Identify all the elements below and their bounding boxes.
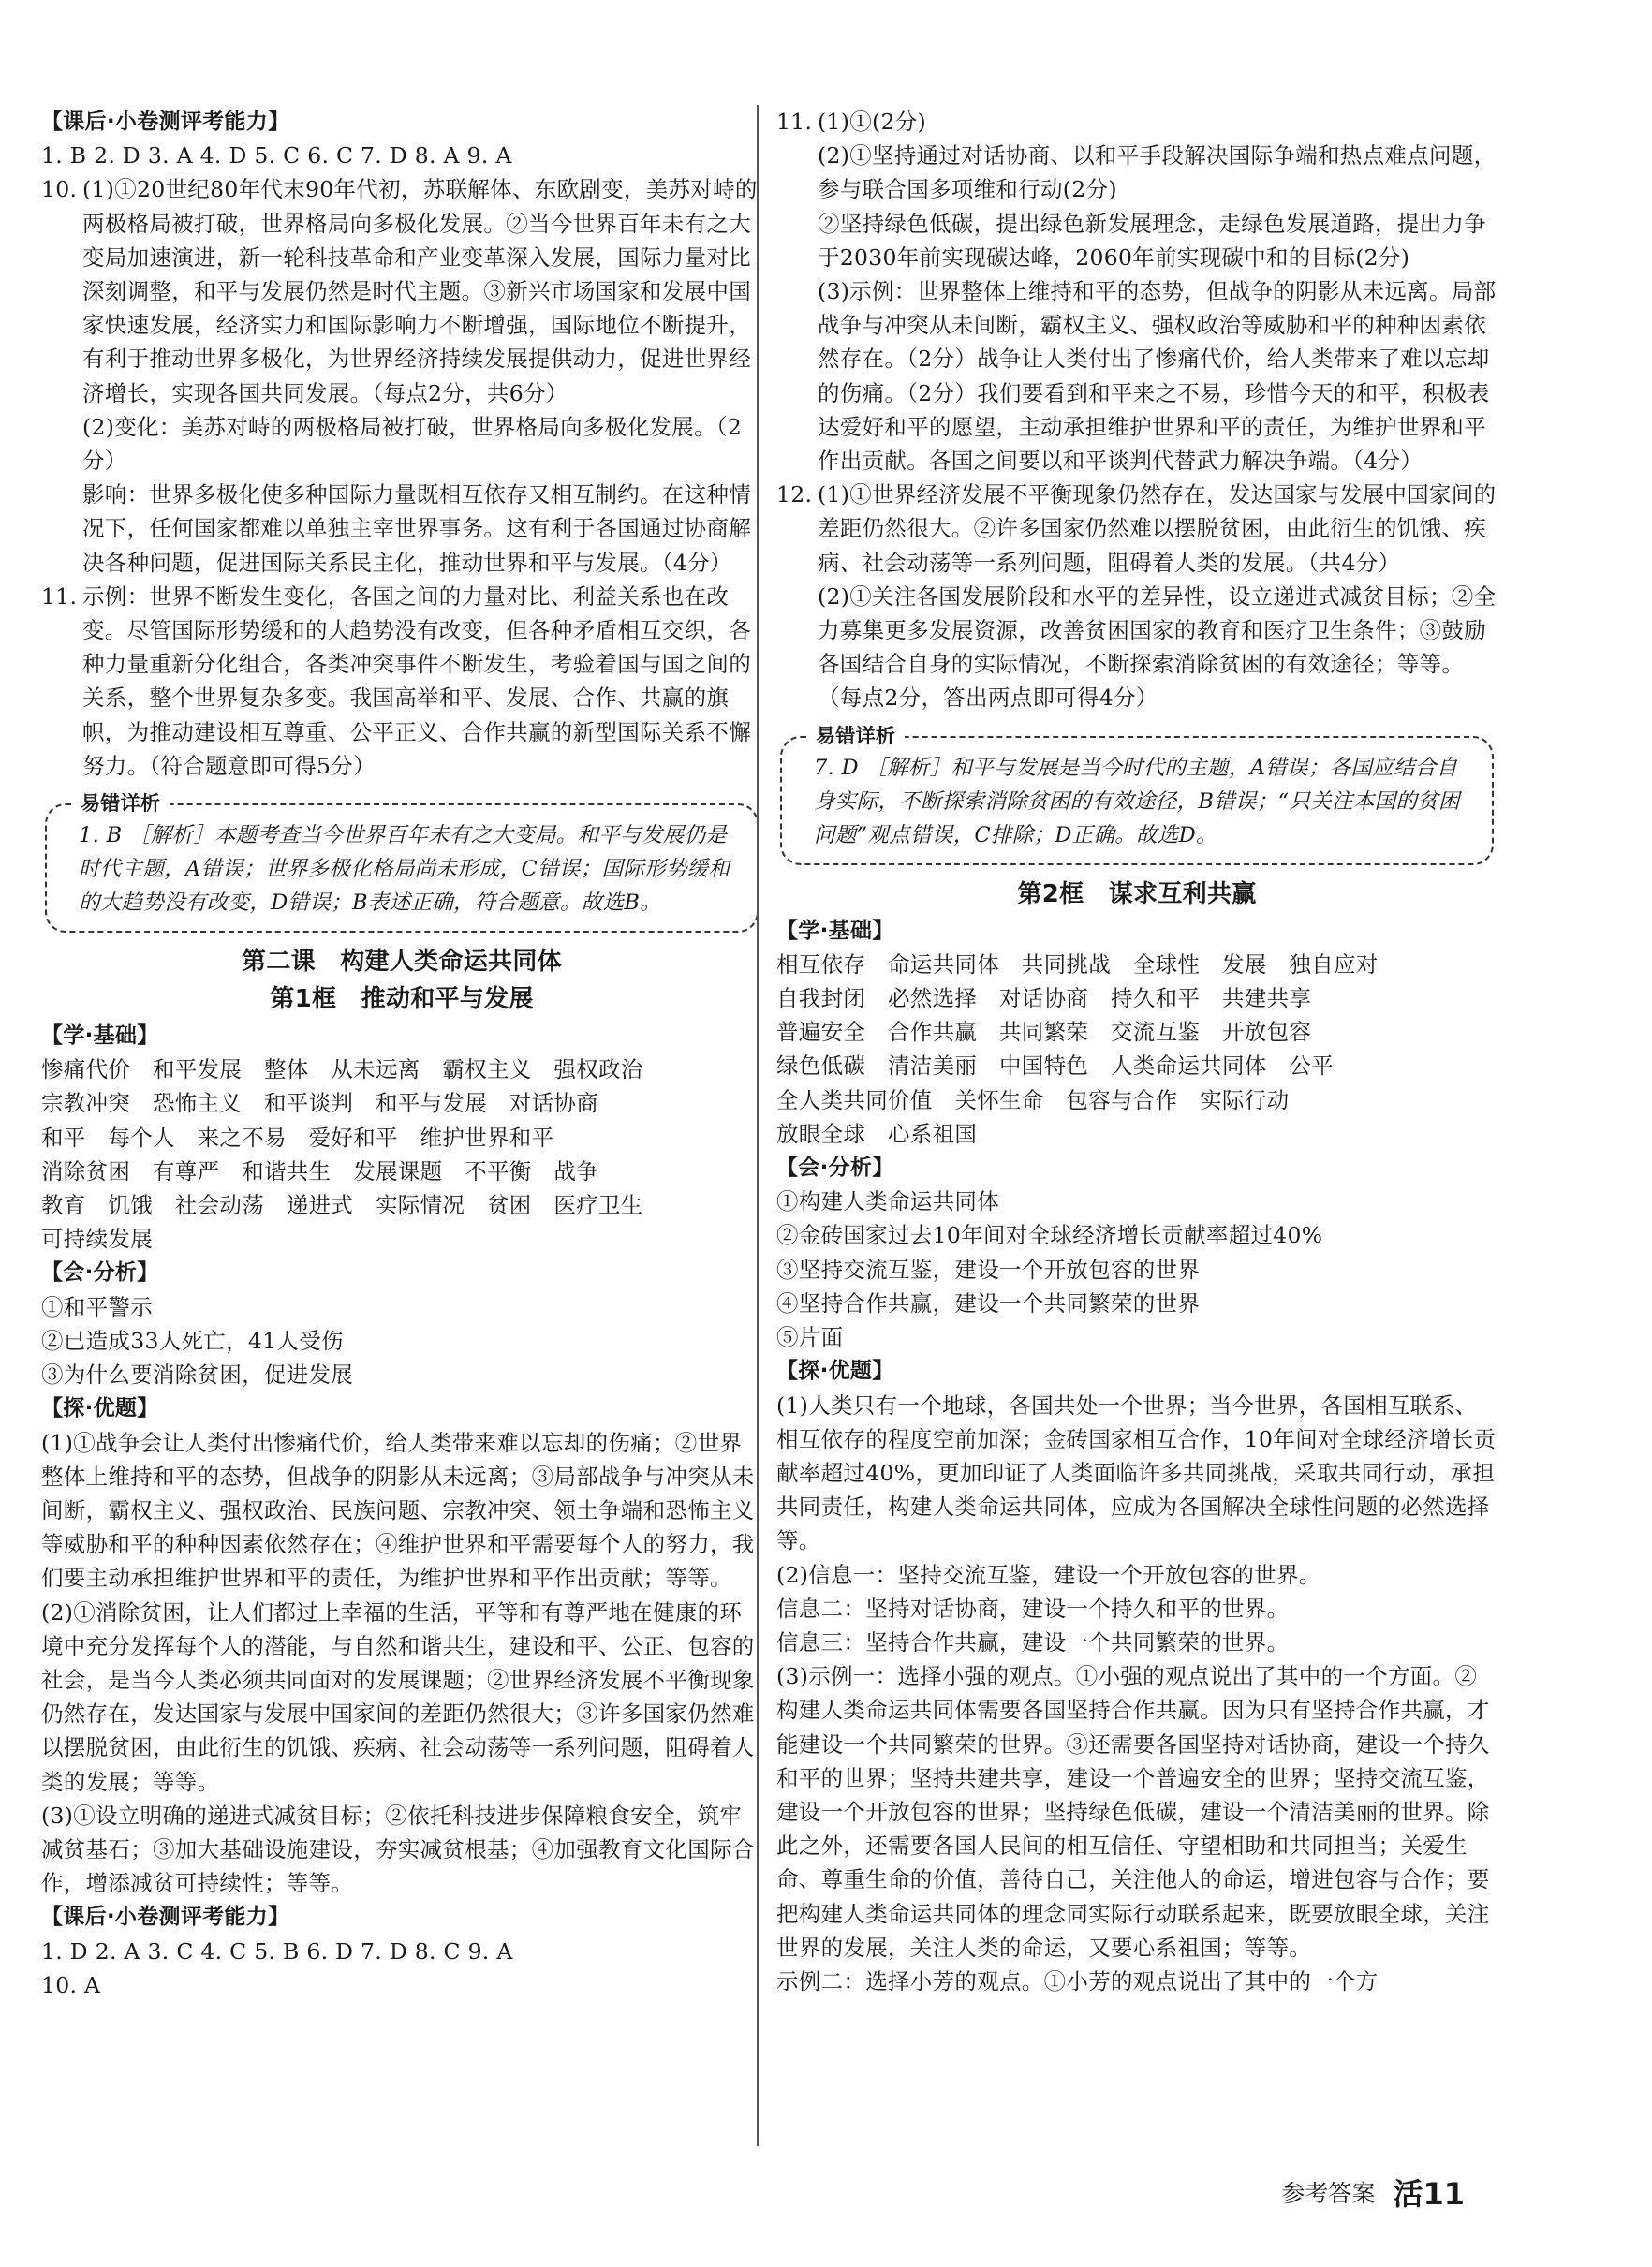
analyze-line: ②金砖国家过去10年间对全球经济增长贡献率超过40% <box>776 1222 1323 1249</box>
explore-paragraph: (2)①消除贫困，让人们都过上幸福的生活，平等和有尊严地在健康的环境中充分发挥每个人的潜能，与自然和谐共生，建设和平、公正、包容的社会，是当今人类必须共同面对的发展课题；②世界经济发展不平衡现象仍然存在，发达国家与发展中国家间的差距仍然很大；③许多国家仍然难以摆脱贫困，由此衍生的饥饿、疾病、社会动荡等一系列问题，阻碍着人类的发展；等等。 <box>41 1598 755 1795</box>
section-heading-explore: 【探·优题】 <box>41 1396 159 1421</box>
answer-paragraph: 示例：世界不断发生变化，各国之间的力量对比、利益关系也在改变。尽管国际形势缓和的大趋势没有改变，但各种矛盾相互交织，各种力量重新分化组合，各类冲突事件不断发生，考验着国与国之间的关系，整个世界复杂多变。我国高举和平、发展、合作、共赢的旗帜，为推动建设相互尊重、公平正义、合作共赢的新型国际关系不懈努力。（符合题意即可得5分） <box>82 582 751 779</box>
answer-paragraph: (1)①20世纪80年代末90年代初，苏联解体、东欧剧变，美苏对峙的两极格局被打破，世界格局向多极化发展。②当今世界百年未有之大变局加速演进，新一轮科技革命和产业变革深入发展，国际力量对比深刻调整，和平与发展仍然是时代主题。③新兴市场国家和发展中国家快速发展，经济实力和国际影响力不断增强，国际地位不断提升，有利于推动世界多极化，为世界经济持续发展提供动力，促进世界经济增长，实现各国共同发展。（每点2分，共6分） <box>82 176 758 406</box>
analyze-line: ④坚持合作共赢，建设一个共同繁荣的世界 <box>776 1289 1201 1317</box>
section-heading-explore: 【探·优题】 <box>776 1359 894 1384</box>
explore-paragraph: (3)示例一：选择小强的观点。①小强的观点说出了其中的一个方面。②构建人类命运共同体需要各国坚持合作共赢。因为只有坚持合作共赢，才能建设一个共同繁荣的世界。③还需要各国坚持对话协商，建设一个持久和平的世界；坚持共建共享，建设一个普遍安全的世界；坚持交流互鉴，建设一个开放包容的世界；坚持绿色低碳，建设一个清洁美丽的世界。除此之外，还需要各国人民间的相互信任、守望相助和共同担当；关爱生命、尊重生命的价值，善待自己，关注他人的命运，增进包容与合作；要把构建人类命运共同体的理念同实际行动联系起来，既要放眼全球，关注世界的发展，关注人类的命运，又要心系祖国；等等。 <box>776 1663 1490 1961</box>
answer-paragraph: (2)①坚持通过对话协商、以和平手段解决国际争端和热点难点问题，参与联合国多项维和行动(2分) <box>818 142 1497 203</box>
keyword-line: 教育 饥饿 社会动荡 递进式 实际情况 贫困 医疗卫生 <box>41 1192 643 1219</box>
frame-title: 第1框 推动和平与发展 <box>270 985 534 1014</box>
explore-paragraph: 信息二：坚持对话协商，建设一个持久和平的世界。 <box>776 1595 1290 1622</box>
answer-paragraph: (3)示例：世界整体上维持和平的态势，但战争的阴影从未远离。局部战争与冲突从未间断，霸权主义、强权政治等威胁和平的种种因素依然存在。（2分）战争让人类付出了惨痛代价，给人类带来了难以忘却的伤痛。（2分）我们要看到和平来之不易，珍惜今天的和平，积极表达爱好和平的愿望，主动承担维护世界和平的责任，为维护世界和平作出贡献。各国之间要以和平谈判代替武力解决争端。（4分） <box>818 278 1497 475</box>
answer-paragraph: (2)①关注各国发展阶段和水平的差异性，设立递进式减贫目标；②全力募集更多发展资源，改善贫困国家的教育和医疗卫生条件；③鼓励各国结合自身的实际情况，不断探索消除贫困的有效途径；等等。（每点2分，答出两点即可得4分） <box>818 582 1497 712</box>
keyword-line: 消除贫困 有尊严 和谐共生 发展课题 不平衡 战争 <box>41 1157 598 1185</box>
question-number: 11. <box>41 582 78 610</box>
keyword-line: 可持续发展 <box>41 1226 153 1253</box>
question-number: 11. <box>776 109 813 135</box>
explore-paragraph: (1)①战争会让人类付出惨痛代价，给人类带来难以忘却的伤痛；②世界整体上维持和平的态势，但战争的阴影从未远离；③局部战争与冲突从未间断，霸权主义、强权政治、民族问题、宗教冲突、领土争端和恐怖主义等威胁和平的种种因素依然存在；④维护世界和平需要每个人的努力，我们要主动承担维护世界和平的责任，为维护世界和平作出贡献；等等。 <box>41 1429 755 1592</box>
question-11-answer <box>776 105 1497 478</box>
explore-paragraph: 信息三：坚持合作共赢，建设一个共同繁荣的世界。 <box>776 1628 1290 1656</box>
page-footer <box>1281 2171 1465 2214</box>
column-divider <box>757 105 759 2146</box>
question-12-answer <box>776 478 1497 714</box>
error-analysis-text: 7. D ［解析］和平与发展是当今时代的主题，A错误；各国应结合自身实际，不断探索消除贫困的有效途径，B错误；“只关注本国的贫困问题”观点错误，C排除；D正确。故选D。 <box>814 755 1460 847</box>
analyze-line: ①构建人类命运共同体 <box>776 1188 999 1215</box>
question-number: 10. <box>41 176 78 203</box>
answer-paragraph: 影响：世界多极化使多种国际力量既相互依存又相互制约。在这种情况下，任何国家都难以单独主宰世界事务。这有利于各国通过协商解决各种问题，促进国际关系民主化，推动世界和平与发展。（4分） <box>82 481 751 576</box>
right-column <box>776 105 1497 1998</box>
answer-paragraph: ②坚持绿色低碳，提出绿色新发展理念，走绿色发展道路，提出力争于2030年前实现碳达峰，2060年前实现碳中和的目标(2分) <box>818 210 1486 271</box>
multiple-choice-answers: 1. D 2. A 3. C 4. C 5. B 6. D 7. D 8. C 9. A <box>41 1937 513 1965</box>
multiple-choice-answers: 10. A <box>41 1971 101 1998</box>
explore-paragraph: (1)人类只有一个地球，各国共处一个世界；当今世界，各国相互联系、相互依存的程度空前加深；金砖国家相互合作，10年间对全球经济增长贡献率超过40%，更加印证了人类面临许多共同挑战，采取共同行动，承担共同责任，构建人类命运共同体，应成为各国解决全球性问题的必然选择等。 <box>776 1391 1497 1554</box>
left-column <box>41 105 762 2002</box>
section-heading-learn: 【学·基础】 <box>41 1023 159 1049</box>
section-heading-analyze: 【会·分析】 <box>776 1156 894 1181</box>
answer-paragraph: (1)①(2分) <box>818 109 926 135</box>
keyword-line: 相互依存 命运共同体 共同挑战 全球性 发展 独自应对 <box>776 950 1379 978</box>
explore-paragraph: 示例二：选择小芳的观点。①小芳的观点说出了其中的一个方 <box>776 1967 1379 1995</box>
error-analysis-box <box>780 724 1494 865</box>
explore-paragraph: (3)①设立明确的递进式减贫目标；②依托科技进步保障粮食安全，筑牢减贫基石；③加大基础设施建设，夯实减贫根基；④加强教育文化国际合作，增添减贫可持续性；等等。 <box>41 1802 755 1897</box>
keyword-line: 自我封闭 必然选择 对话协商 持久和平 共建共享 <box>776 985 1312 1012</box>
analyze-line: ②已造成33人死亡，41人受伤 <box>41 1327 344 1354</box>
keyword-line: 放眼全球 心系祖国 <box>776 1120 978 1147</box>
answer-paragraph: (1)①世界经济发展不平衡现象仍然存在，发达国家与发展中国家间的差距仍然很大。②许多国家仍然难以摆脱贫困，由此衍生的饥饿、疾病、社会动荡等一系列问题，阻碍着人类的发展。（共4分） <box>818 481 1497 576</box>
page-number: 活11 <box>1393 2176 1465 2212</box>
frame-title: 第2框 谋求互利共赢 <box>1017 879 1257 908</box>
section-heading-analyze: 【会·分析】 <box>41 1260 159 1286</box>
error-analysis-text: 1. B ［解析］本题考查当今世界百年未有之大变局。和平与发展仍是时代主题，A错误；世界多极化格局尚未形成，C错误；国际形势缓和的大趋势没有改变，D错误；B表述正确，符合题意。故选B。 <box>79 823 730 916</box>
question-10-answer <box>41 172 762 579</box>
analyze-line: ⑤片面 <box>776 1324 844 1351</box>
analyze-line: ③坚持交流互鉴，建设一个开放包容的世界 <box>776 1256 1201 1283</box>
error-analysis-label: 易错详析 <box>806 719 905 753</box>
keyword-line: 普遍安全 合作共赢 共同繁荣 交流互鉴 开放包容 <box>776 1019 1312 1046</box>
explore-paragraph: (2)信息一：坚持交流互鉴，建设一个开放包容的世界。 <box>776 1561 1321 1588</box>
section-heading-learn: 【学·基础】 <box>776 918 894 943</box>
question-number: 12. <box>776 481 813 508</box>
lesson-title: 第二课 构建人类命运共同体 <box>242 948 562 977</box>
section-heading-after-class: 【课后·小卷测评考能力】 <box>41 110 290 134</box>
keyword-line: 全人类共同价值 关怀生命 包容与合作 实际行动 <box>776 1086 1290 1113</box>
analyze-line: ③为什么要消除贫困，促进发展 <box>41 1362 354 1389</box>
keyword-line: 和平 每个人 来之不易 爱好和平 维护世界和平 <box>41 1124 554 1151</box>
question-11-answer <box>41 580 762 783</box>
error-analysis-box <box>45 792 759 933</box>
keyword-line: 宗教冲突 恐怖主义 和平谈判 和平与发展 对话协商 <box>41 1090 598 1117</box>
error-analysis-label: 易错详析 <box>71 787 170 820</box>
reference-answer-label: 参考答案 <box>1281 2180 1376 2207</box>
keyword-line: 惨痛代价 和平发展 整体 从未远离 霸权主义 强权政治 <box>41 1056 643 1083</box>
analyze-line: ①和平警示 <box>41 1293 153 1320</box>
keyword-line: 绿色低碳 清洁美丽 中国特色 人类命运共同体 公平 <box>776 1053 1334 1080</box>
answer-paragraph: (2)变化：美苏对峙的两极格局被打破，世界格局向多极化发展。（2分） <box>82 413 743 475</box>
multiple-choice-answers: 1. B 2. D 3. A 4. D 5. C 6. C 7. D 8. A 9. A <box>41 142 512 169</box>
section-heading-after-class: 【课后·小卷测评考能力】 <box>41 1905 290 1930</box>
